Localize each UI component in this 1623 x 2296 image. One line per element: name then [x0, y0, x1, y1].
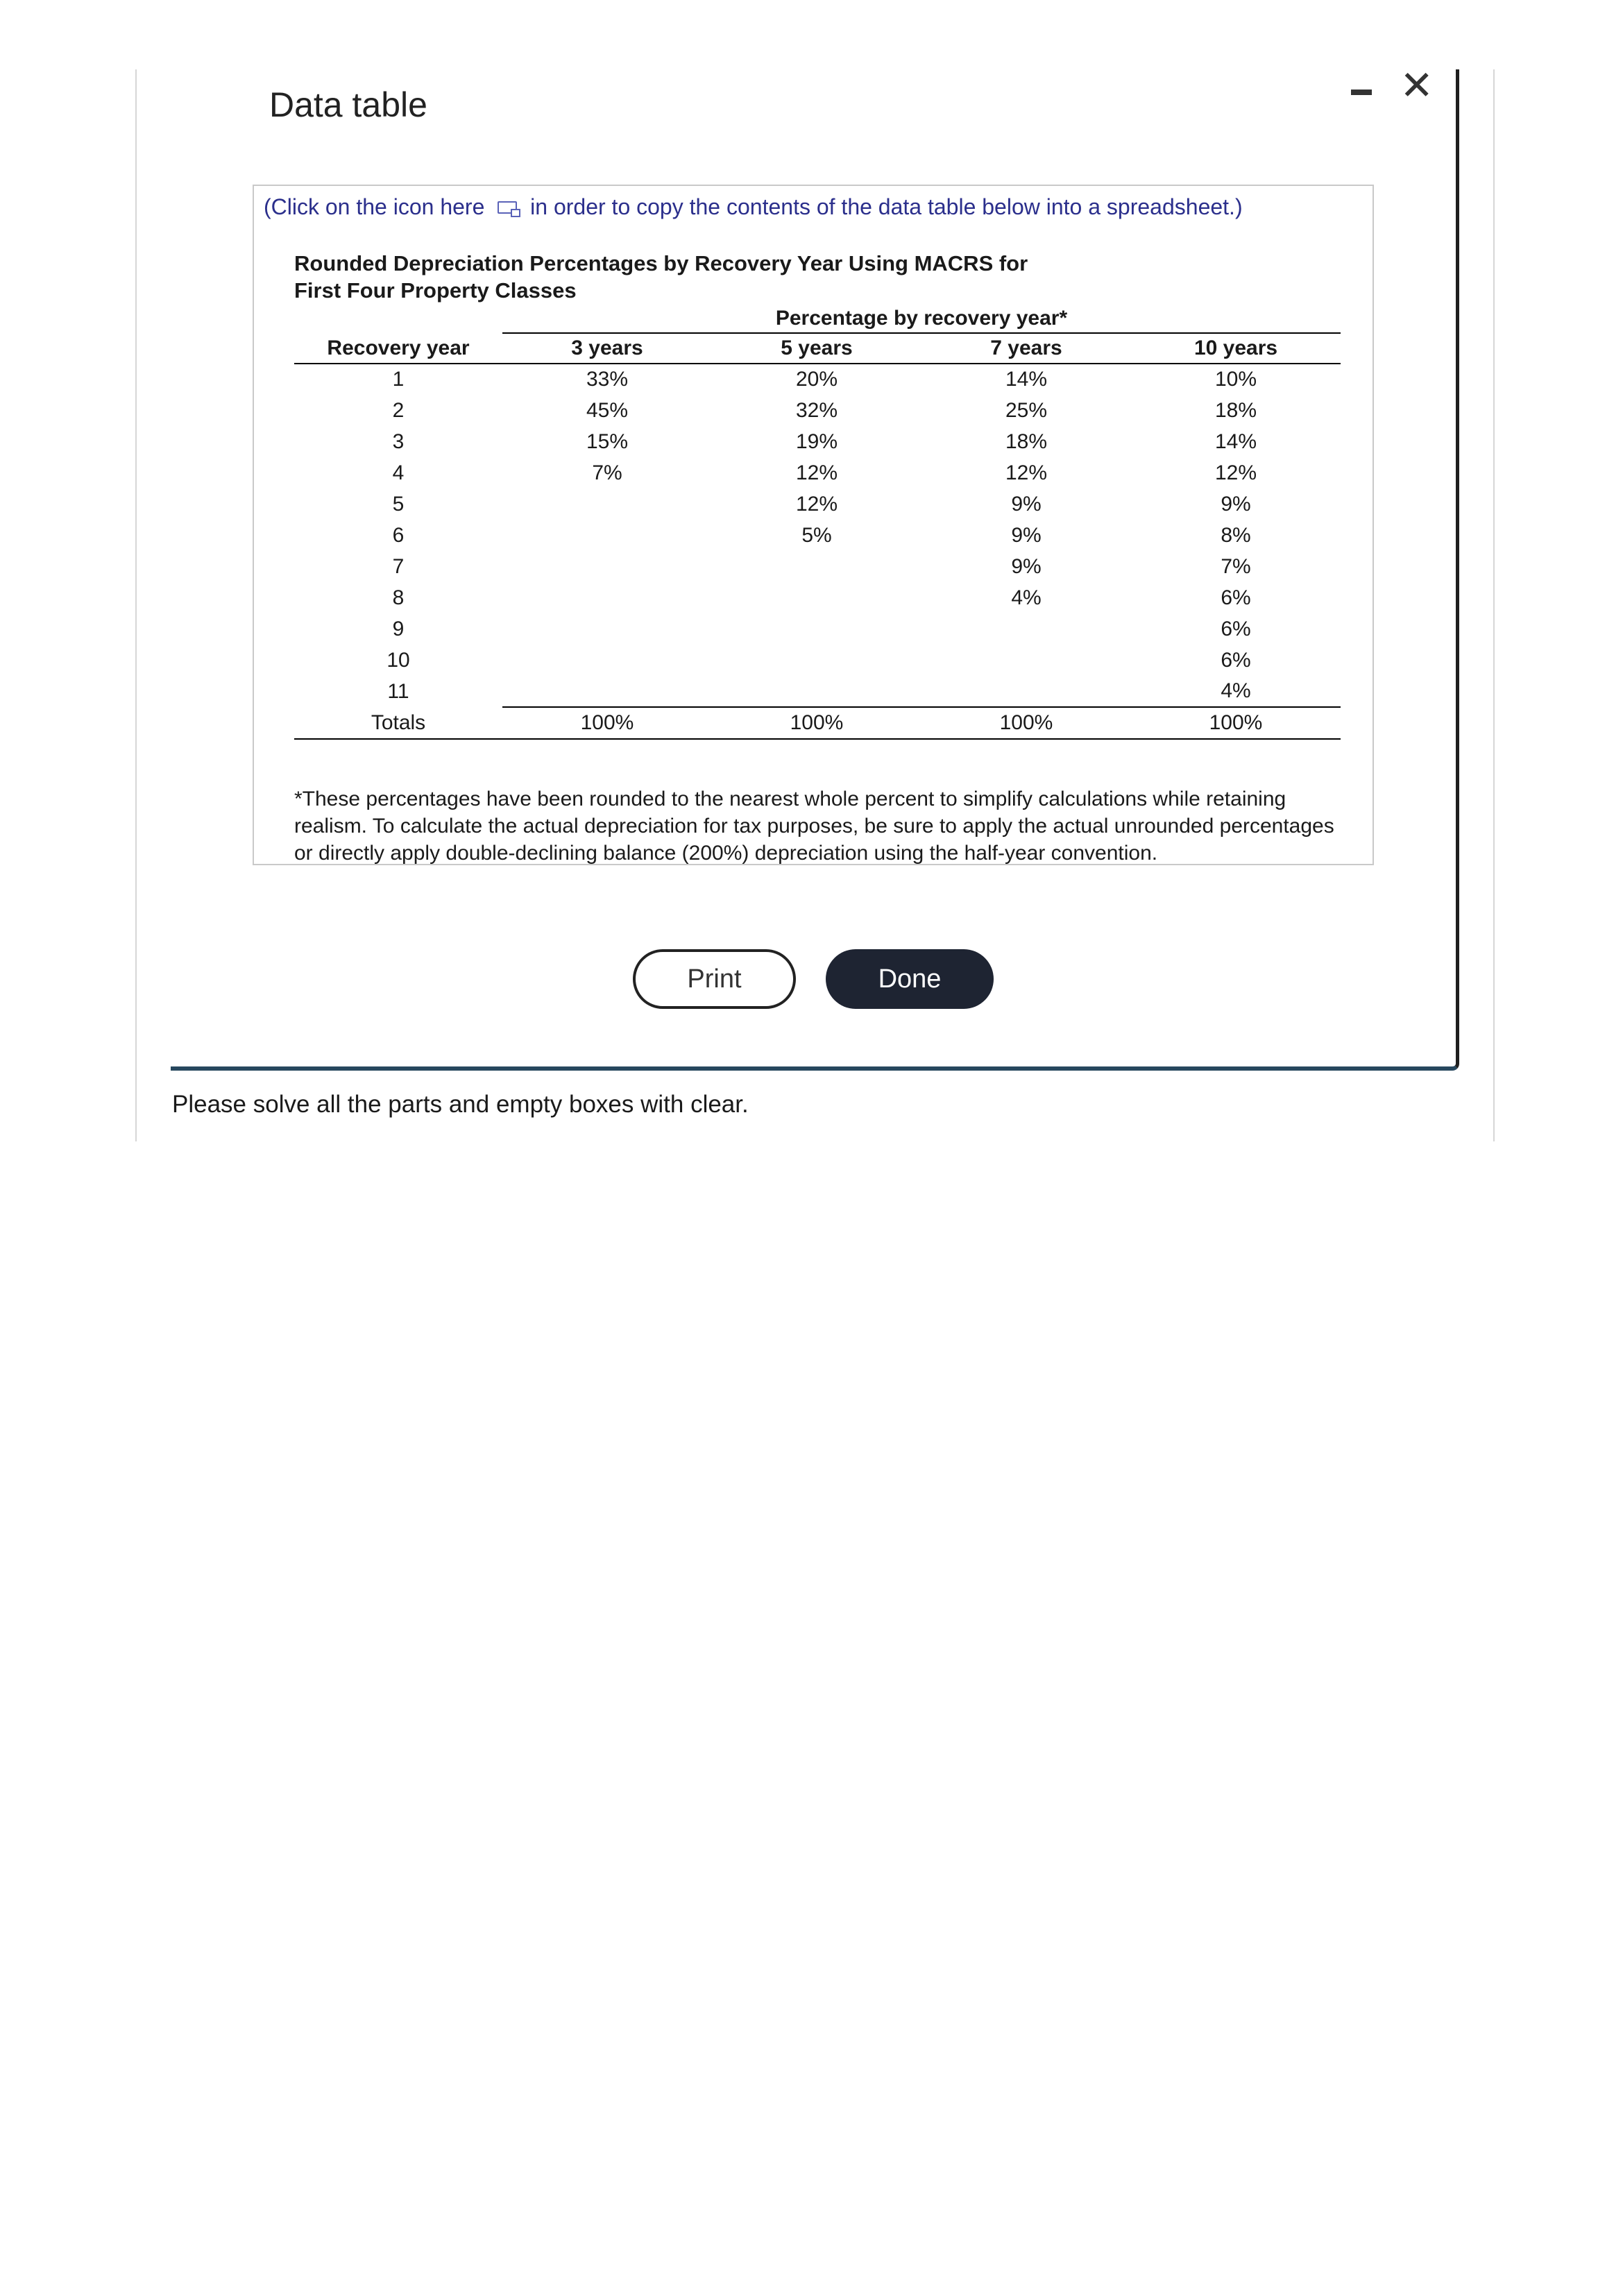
percentage-cell	[921, 676, 1131, 707]
percentage-cell: 9%	[1011, 554, 1042, 578]
table-title-line2: First Four Property Classes	[294, 278, 577, 303]
percentage-cell: 6%	[1221, 586, 1251, 609]
group-header-row	[294, 304, 1341, 333]
percentage-cell	[712, 582, 921, 613]
group-header-spacer	[294, 304, 502, 333]
percentage-cell: 6%	[1221, 648, 1251, 672]
percentage-cell: 45%	[586, 398, 629, 422]
minimize-icon[interactable]	[1351, 90, 1372, 95]
percentage-cell: 20%	[795, 368, 838, 391]
table-title-line1: Rounded Depreciation Percentages by Recovery Year Using MACRS for	[294, 251, 1028, 275]
column-header: 3 years	[502, 333, 712, 364]
table-row	[294, 426, 1341, 457]
percentage-cell: 5%	[801, 523, 832, 547]
frame-left-divider	[135, 69, 137, 1141]
column-header: 7 years	[921, 333, 1131, 364]
dialog-title: Data table	[269, 85, 427, 124]
table-row	[294, 395, 1341, 426]
recovery-year-cell: 5	[392, 492, 405, 516]
percentage-cell: 33%	[586, 368, 629, 391]
percentage-cell	[502, 520, 712, 551]
table-row	[294, 488, 1341, 520]
table-row	[294, 613, 1341, 645]
percentage-cell: 25%	[1005, 398, 1048, 422]
recovery-year-cell: 11	[387, 679, 409, 703]
column-header: 5 years	[712, 333, 921, 364]
percentage-cell: 14%	[1005, 368, 1048, 391]
percentage-cell	[712, 676, 921, 707]
percentage-cell: 12%	[1005, 461, 1048, 484]
totals-cell: 100%	[712, 707, 921, 739]
percentage-cell: 7%	[1221, 554, 1251, 578]
percentage-cell: 15%	[586, 430, 629, 453]
recovery-year-cell: 8	[392, 586, 405, 609]
percentage-cell	[921, 645, 1131, 676]
data-table-box	[253, 185, 1374, 865]
copy-text-after: in order to copy the contents of the data table below into a spreadsheet.)	[530, 194, 1243, 219]
print-button[interactable]: Print	[633, 949, 796, 1009]
percentage-cell	[502, 645, 712, 676]
totals-row	[294, 707, 1341, 739]
copy-instruction	[264, 194, 1243, 220]
recovery-year-cell: 7	[392, 554, 405, 578]
percentage-cell: 14%	[1214, 430, 1257, 453]
percentage-cell: 18%	[1214, 398, 1257, 422]
percentage-cell	[502, 676, 712, 707]
percentage-cell	[502, 613, 712, 645]
column-header: 10 years	[1131, 333, 1341, 364]
percentage-cell	[502, 488, 712, 520]
bottom-note: Please solve all the parts and empty boxes with clear.	[172, 1091, 749, 1118]
percentage-cell: 8%	[1221, 523, 1251, 547]
percentage-cell: 12%	[795, 461, 838, 484]
recovery-year-cell: 6	[392, 523, 405, 547]
recovery-year-cell: 9	[392, 617, 405, 640]
percentage-cell: 9%	[1011, 492, 1042, 516]
percentage-cell	[712, 613, 921, 645]
percentage-cell	[921, 613, 1131, 645]
table-title	[294, 250, 1057, 304]
percentage-cell: 6%	[1221, 617, 1251, 640]
totals-cell: 100%	[921, 707, 1131, 739]
macrs-table	[294, 304, 1341, 740]
group-header: Percentage by recovery year*	[502, 304, 1341, 333]
percentage-cell: 4%	[1131, 676, 1341, 707]
percentage-cell: 7%	[592, 461, 622, 484]
table-row	[294, 582, 1341, 613]
column-header-row	[294, 333, 1341, 364]
totals-label: Totals	[294, 707, 502, 739]
column-header: Recovery year	[294, 333, 502, 364]
percentage-cell	[712, 645, 921, 676]
percentage-cell: 12%	[795, 492, 838, 516]
percentage-cell: 32%	[795, 398, 838, 422]
percentage-cell: 12%	[1214, 461, 1257, 484]
recovery-year-cell: 10	[386, 648, 410, 672]
percentage-cell	[712, 551, 921, 582]
recovery-year-cell: 4	[392, 461, 405, 484]
percentage-cell	[502, 582, 712, 613]
window-controls	[1351, 65, 1434, 107]
table-footnote: *These percentages have been rounded to the nearest whole percent to simplify calculations while retaining realism. To calculate the actual depreciation for tax purposes, be sure to apply the actual unrounded percentages or directly apply double-declining balance (200%) depreciation using the half-year convention.	[294, 788, 1334, 865]
data-table-dialog	[171, 63, 1459, 1071]
frame-right-divider	[1493, 69, 1495, 1141]
macrs-table-body	[294, 364, 1341, 739]
percentage-cell: 9%	[1221, 492, 1251, 516]
percentage-cell: 18%	[1005, 430, 1048, 453]
recovery-year-cell: 3	[392, 430, 405, 453]
done-button[interactable]: Done	[826, 949, 994, 1009]
table-row	[294, 676, 1341, 707]
percentage-cell: 19%	[795, 430, 838, 453]
totals-cell: 100%	[502, 707, 712, 739]
table-row	[294, 645, 1341, 676]
close-icon[interactable]: ✕	[1400, 63, 1434, 108]
percentage-cell: 10%	[1214, 368, 1257, 391]
table-row	[294, 520, 1341, 551]
recovery-year-cell: 2	[392, 398, 405, 422]
table-row	[294, 551, 1341, 582]
percentage-cell: 4%	[1011, 586, 1042, 609]
percentage-cell: 9%	[1011, 523, 1042, 547]
table-row	[294, 364, 1341, 395]
copy-icon[interactable]	[498, 201, 517, 214]
percentage-cell	[502, 551, 712, 582]
copy-text-before: (Click on the icon here	[264, 194, 485, 219]
totals-cell: 100%	[1131, 707, 1341, 739]
table-row	[294, 457, 1341, 488]
recovery-year-cell: 1	[392, 368, 405, 391]
